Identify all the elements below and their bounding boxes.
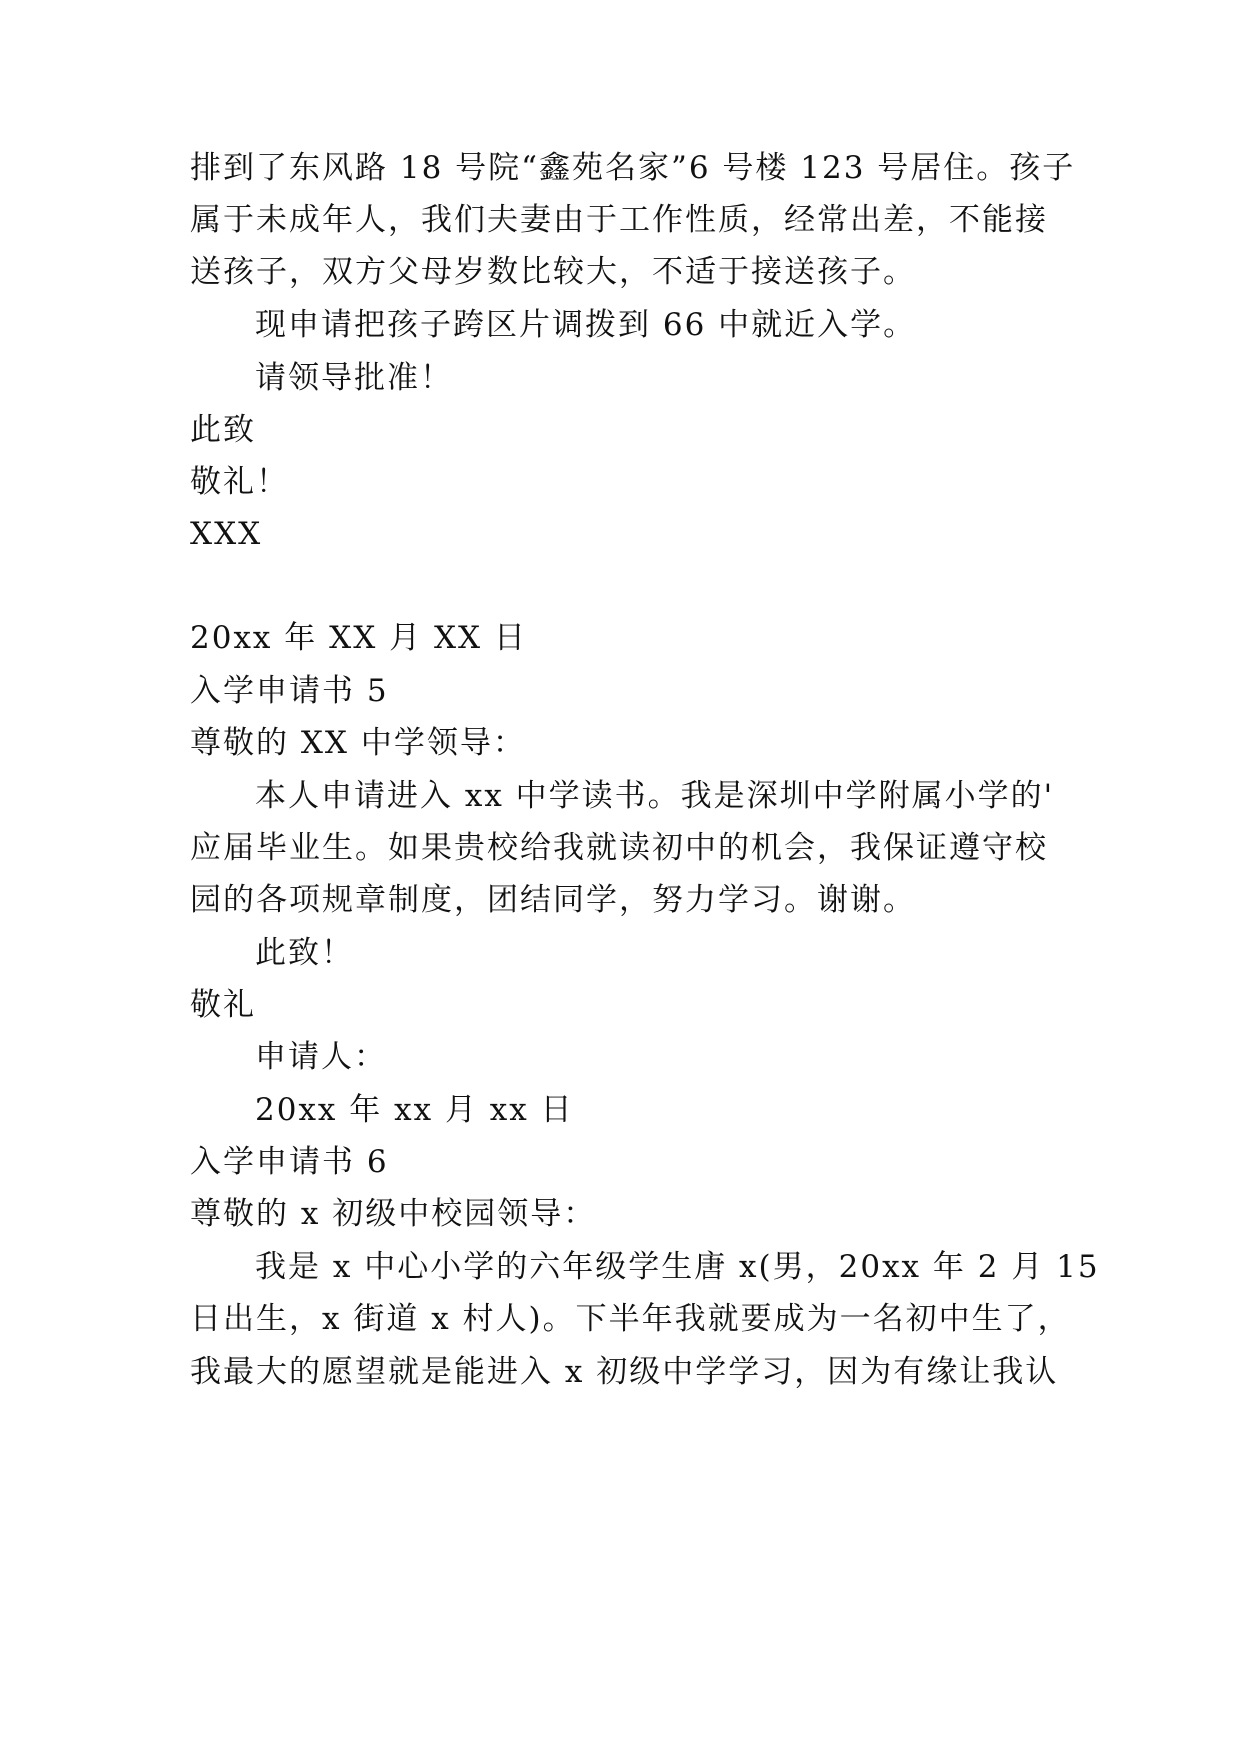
salutation-line: 敬礼！ [190,464,289,500]
greeting-line: 尊敬的 x 初级中校园领导： [190,1196,597,1232]
salutation-line: 此致！ [255,935,354,971]
date-line: 20xx 年 XX 月 XX 日 [190,620,527,656]
date-line: 20xx 年 xx 月 xx 日 [255,1092,574,1128]
paragraph-line: 现申请把孩子跨区片调拨到 66 中就近入学。 [255,307,917,343]
section-title: 入学申请书 6 [190,1144,389,1180]
paragraph-line: 我是 x 中心小学的六年级学生唐 x(男，20xx 年 2 月 15 [255,1249,1100,1285]
section-title: 入学申请书 5 [190,673,389,709]
salutation-line: 此致 [190,412,256,448]
paragraph-line: 日出生，x 街道 x 村人)。下半年我就要成为一名初中生了， [190,1301,1071,1337]
greeting-line: 尊敬的 XX 中学领导： [190,725,526,761]
paragraph-line: 属于未成年人，我们夫妻由于工作性质，经常出差，不能接 [190,202,1048,238]
paragraph-line: 排到了东风路 18 号院“鑫苑名家”6 号楼 123 号居住。孩子 [190,150,1076,186]
signature-line: XXX [190,516,263,552]
paragraph-line: 我最大的愿望就是能进入 x 初级中学学习，因为有缘让我认 [190,1354,1059,1390]
salutation-line: 敬礼 [190,987,256,1023]
paragraph-line: 本人申请进入 xx 中学读书。我是深圳中学附属小学的' [255,778,1055,814]
signature-line: 申请人： [255,1039,387,1075]
paragraph-line: 应届毕业生。如果贵校给我就读初中的机会，我保证遵守校 [190,830,1048,866]
paragraph-line: 请领导批准！ [255,360,453,396]
paragraph-line: 园的各项规章制度，团结同学，努力学习。谢谢。 [190,882,916,918]
paragraph-line: 送孩子，双方父母岁数比较大，不适于接送孩子。 [190,254,916,290]
